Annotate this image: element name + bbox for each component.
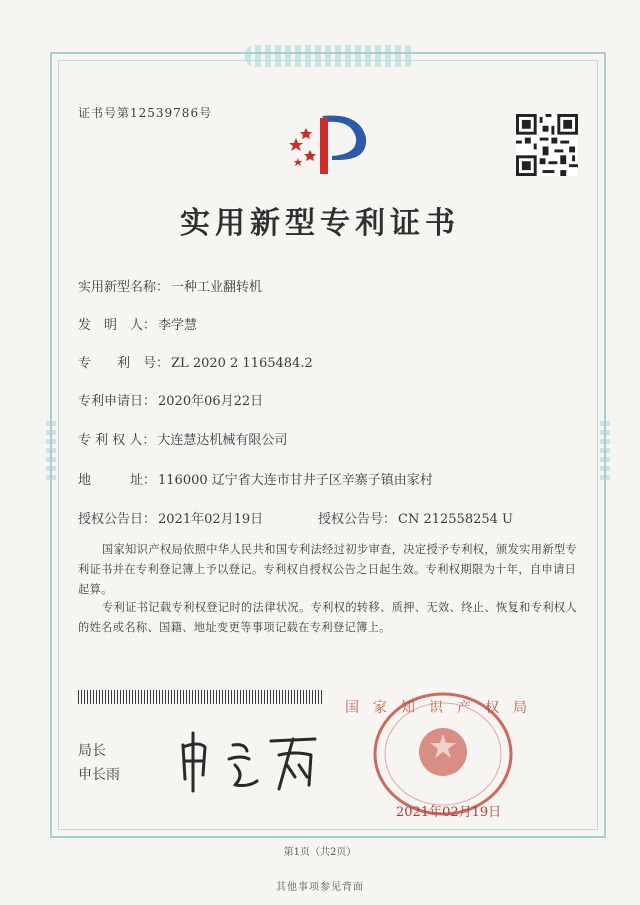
field-model-name bbox=[78, 276, 262, 295]
field-label: 专利申请日： bbox=[78, 394, 157, 409]
field-address bbox=[78, 469, 433, 488]
director-title: 局长 bbox=[78, 743, 106, 759]
seal-text: 国家知识产权局 bbox=[345, 700, 541, 716]
director-signature bbox=[175, 725, 325, 795]
director-name: 申长雨 bbox=[78, 767, 120, 783]
field-value: 116000 辽宁省大连市甘井子区辛寨子镇由家村 bbox=[158, 473, 433, 488]
field-value: 大连慧达机械有限公司 bbox=[157, 433, 288, 448]
field-value: 2021年02月19日 bbox=[158, 512, 264, 527]
field-grant-date bbox=[78, 508, 263, 527]
field-patentee bbox=[78, 429, 287, 448]
field-grant-number bbox=[318, 508, 513, 527]
seal-date: 2021年02月19日 bbox=[396, 805, 502, 820]
certificate-title: 实用新型专利证书 bbox=[180, 206, 460, 241]
field-label: 地 址： bbox=[78, 473, 157, 488]
field-value: CN 212558254 U bbox=[398, 512, 513, 527]
field-value: 2020年06月22日 bbox=[158, 394, 264, 409]
field-label: 授权公告号： bbox=[318, 512, 397, 527]
field-filing-date bbox=[78, 390, 263, 409]
footer-note: 其他事项参见背面 bbox=[276, 882, 364, 893]
certificate-number: 证书号第12539786号 bbox=[78, 106, 213, 120]
page-number: 第1页（共2页） bbox=[283, 847, 357, 858]
statement-paragraph-1: 国家知识产权局依照中华人民共和国专利法经过初步审查，决定授予专利权，颁发实用新型专利证书并在专利登记簿上予以登记。专利权自授权公告之日起生效。专利权期限为十年，自申请日起算。 bbox=[78, 543, 578, 596]
field-value: ZL 2020 2 1165484.2 bbox=[171, 356, 313, 371]
field-label: 专 利 权 人： bbox=[78, 433, 156, 448]
field-value: 李学慧 bbox=[158, 318, 198, 333]
field-label: 实用新型名称： bbox=[78, 280, 170, 295]
official-seal bbox=[345, 690, 541, 818]
statement-paragraph-2: 专利证书记载专利权登记时的法律状况。专利权的转移、质押、无效、终止、恢复和专利权人的姓名或名称、国籍、地址变更等事项记载在专利登记簿上。 bbox=[78, 601, 578, 634]
field-label: 专 利 号： bbox=[78, 356, 170, 371]
field-inventor bbox=[78, 314, 197, 333]
field-label: 发 明 人： bbox=[78, 318, 157, 333]
cnipa-logo-icon bbox=[282, 108, 374, 178]
barcode bbox=[78, 690, 323, 704]
field-patent-number bbox=[78, 352, 313, 371]
field-label: 授权公告日： bbox=[78, 512, 157, 527]
qr-code-icon bbox=[516, 114, 578, 176]
field-value: 一种工业翻转机 bbox=[171, 280, 263, 295]
